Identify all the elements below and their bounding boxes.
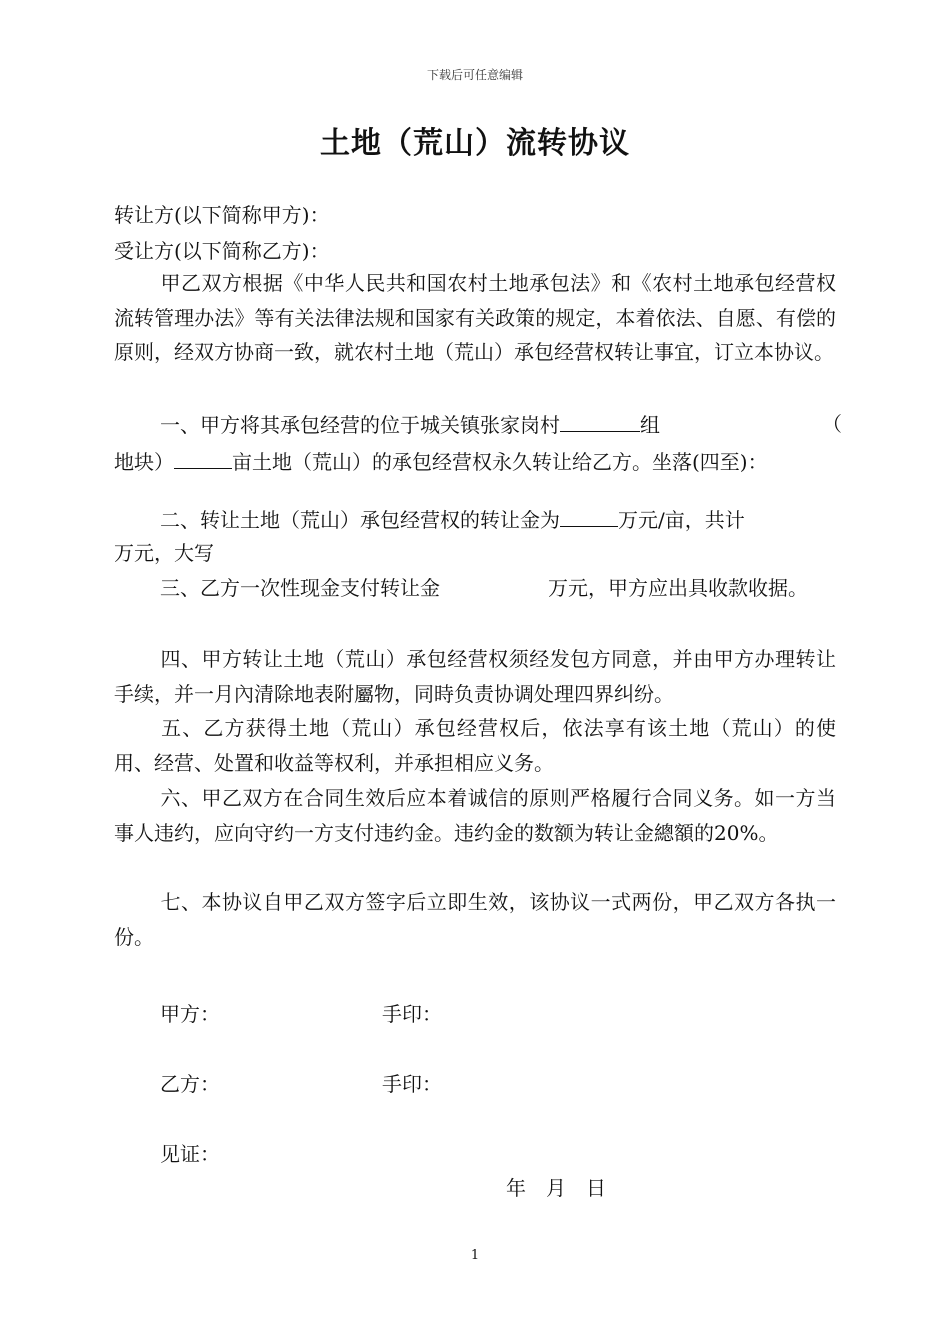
clause-2-line-2: 万元，大写 <box>114 541 214 565</box>
price-blank <box>560 506 618 527</box>
page-header: 下载后可任意编辑 <box>426 68 523 82</box>
clause-2-line-1 <box>160 506 745 533</box>
clause-6 <box>114 781 836 850</box>
clause-1-line-2 <box>114 448 768 475</box>
clause-1-text-b: 组 <box>640 413 660 437</box>
page-number: 1 <box>470 1248 480 1263</box>
intro-text: 甲乙双方根据《中华人民共和国农村土地承包法》和《农村土地承包经营权流转管理办法》等有关法律法规和国家有关政策的规定，本着依法、自愿、有偿的原则，经双方协商一致，就农村土地（荒山）承包经营权转让事宜，订立本协议。 <box>114 271 836 364</box>
clause-4-text: 四、甲方转让土地（荒山）承包经营权须经发包方同意，并由甲方办理转让手续，并一月內清除地表附屬物，同時负责协调处理四界纠纷。 <box>114 647 836 706</box>
clause-3-text-a: 三、乙方一次性现金支付转让金 <box>160 576 440 600</box>
clause-7-text: 七、本协议自甲乙双方签字后立即生效，该协议一式两份，甲乙双方各执一份。 <box>114 890 836 949</box>
clause-2-text-a: 二、转让土地（荒山）承包经营权的转让金为 <box>160 508 560 532</box>
witness-label: 见证： <box>160 1142 220 1166</box>
clause-1-text-a: 一、甲方将其承包经营的位于城关镇张家岗村 <box>160 413 560 437</box>
party-b-signature-label: 乙方： <box>160 1072 220 1096</box>
clause-1-text-d: 地块） <box>114 450 174 474</box>
transferee-line: 受让方(以下简称乙方)： <box>114 239 330 263</box>
intro-paragraph <box>114 266 836 370</box>
transferor-line: 转让方(以下简称甲方)： <box>114 203 330 227</box>
clause-3-text-b: 万元，甲方应出具收款收据。 <box>548 576 808 600</box>
clause-2-text-b: 万元/亩，共计 <box>618 508 745 532</box>
party-a-signature-label: 甲方： <box>160 1002 220 1026</box>
clause-3-line-1 <box>160 575 808 601</box>
clause-7 <box>114 885 836 954</box>
party-a-thumbprint-label: 手印： <box>382 1002 442 1026</box>
clause-1-line-1 <box>160 411 660 438</box>
clause-4 <box>114 642 836 711</box>
clause-5-text: 五、乙方获得土地（荒山）承包经营权后，依法享有该土地（荒山）的使用、经营、处置和收益等权利，并承担相应义务。 <box>114 716 836 775</box>
clause-6-text: 六、甲乙双方在合同生效后应本着诚信的原则严格履行合同义务。如一方当事人违约，应向守约一方支付违约金。违约金的数额为转让金總額的20%。 <box>114 786 836 845</box>
group-blank <box>560 411 640 432</box>
clause-1-text-e: 亩土地（荒山）的承包经营权永久转让给乙方。坐落(四至)： <box>232 450 768 474</box>
document-title: 土地（荒山）流转协议 <box>320 126 630 161</box>
acre-blank <box>174 448 232 469</box>
clause-5 <box>114 711 836 780</box>
date-line: 年 月 日 <box>506 1176 606 1200</box>
party-b-thumbprint-label: 手印： <box>382 1072 442 1096</box>
clause-1-paren: （ <box>822 412 842 436</box>
